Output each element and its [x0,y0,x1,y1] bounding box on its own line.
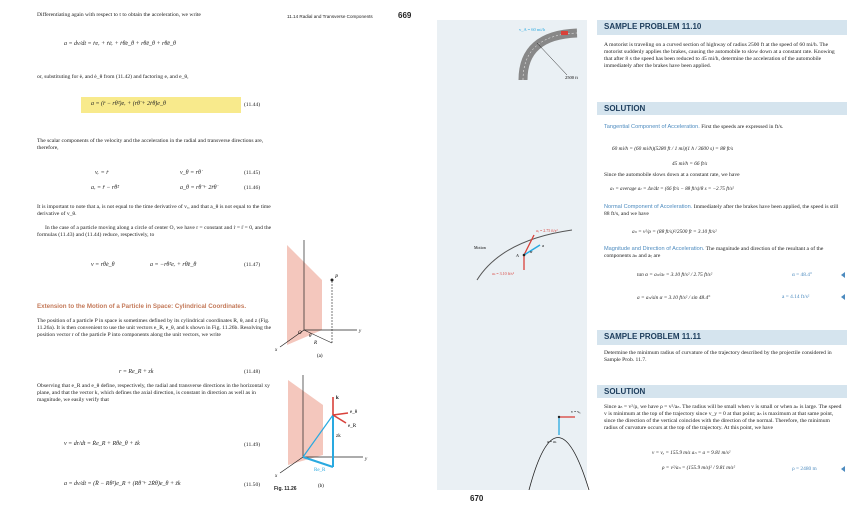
label-A: A [516,253,519,258]
sample-problem-text-1: A motorist is traveling on a curved section of highway of radius 2500 ft at the speed of 60 mi/h. The motorist suddenly applies the brakes, causing the automobile to slow down at a constant rate. Knowing that after 8 s the speed has been reduced to 45 mi/h, determine the acceleration of the automobile immediately after the brakes have been applied. [604,42,835,69]
top-point [558,416,560,418]
magnitude-text: The magnitude and direction of the resultant a of the components aₙ and aₜ are [604,246,824,259]
eq-1148: r = Re_R + zk [119,369,154,375]
fig-b-eth-vector [333,413,348,415]
eq-at: aₜ = average aₜ = Δv/Δt = (66 ft/s − 88 ft/s)/8 s = −2.75 ft/s² [610,186,734,192]
radius-label: 2500 ft [565,75,578,80]
label-motion: Motion [474,245,486,250]
intro-text: Differentiating again with respect to t to obtain the acceleration, we write [37,12,201,18]
cylindrical-text: The position of a particle P in space is sometimes defined by its cylindrical coordinates R, θ, and z (Fig. 11.26a). It is then convenient to use the unit vectors e_R, e_θ, and k shown in Fig. 11.26b. Resolving the position vector r of the particle P into components along the unit vectors, we write [37,318,272,338]
label-alpha: α [530,249,533,254]
answer-marker-3 [841,466,845,472]
eq-tan-alpha: tan α = aₙ/aₜ = 3.10 ft/s² / 2.75 ft/s² [637,272,713,278]
answer-rho: ρ = 2480 m [792,466,817,472]
solution-text-2: Since aₙ = v²/ρ, we have ρ = v²/aₙ. The radius will be small when v is small or when aₙ is large. The speed v is minimum at the top of the trajectory since v_y = 0 at that point; aₙ is maximum at that same point, since the direction of the vertical coincides with the direction of the normal. Therefore, the minimum radius of curvature occurs at the top of the trajectory. At this point, we have [604,404,842,431]
eq-1149: v = dr/dt = Ṙe_R + Rθ̇e_θ + żk [64,441,140,447]
fig-b-label-x: x [275,474,278,479]
eq-a: a = aₙ/sin α = 3.10 ft/s² / sin 48.4° [637,295,711,301]
page-number-right: 670 [470,494,484,503]
sample-problem-title-1: SAMPLE PROBLEM 11.10 [604,22,702,31]
answer-marker-1 [841,272,845,278]
substitute-text: or, substituting for ėᵣ and ė_θ from (11.42) and factoring eᵣ and e_θ, [37,74,189,80]
label-an: aₙ = 3.10 ft/s² [492,271,514,276]
fig-b-ReR-vector [303,457,333,467]
eqno-1149: (11.49) [244,442,261,448]
fig-b-label-k: k [336,396,339,401]
acceleration-figure [472,225,587,290]
trajectory-figure [527,395,592,490]
right-page [432,0,863,508]
figure-11-26a [262,235,372,360]
eqno-1145: (11.45) [244,170,261,176]
point-A [523,254,526,257]
fig-b-eR-vector [333,415,346,423]
sample-problem-text-2: Determine the minimum radius of curvature of the trajectory described by the projectile considered in Sample Prob. 11.7. [604,350,832,363]
tangential-heading: Tangential Component of Acceleration. [604,124,700,130]
label-a-an: a = aₙ [547,439,557,444]
answer-alpha: α = 48.4° [792,272,813,278]
fig-b-plane [288,380,323,465]
label-at: aₜ = 2.75 ft/s² [536,228,558,233]
fig-a-label-R: R [314,341,318,346]
speed-label: v_A = 60 mi/h [519,27,546,32]
eq-1150: a = dv/dt = (R̈ − Rθ̇²)e_R + (Rθ̈ + 2Ṙθ̇)e_θ + z̈k [64,481,181,487]
circle-case-text: In the case of a particle moving along a circle of center O, we have r = constant and ṙ = r̈ = 0, and the formulas (11.43) and (11.44) reduce, respectively, to [37,225,272,238]
eq-1147-b: a = −rθ̇²eᵣ + rθ̈e_θ [150,262,197,268]
answer-a: a = 4.14 ft/s² [782,294,810,300]
radius-line [537,43,567,75]
fig-b-label-ReR: Re_R [314,468,326,473]
eq-rho: ρ = v²/aₙ = (155.9 m/s)² / 9.81 m/s² [662,465,735,471]
fig-a-label-P: P [335,275,339,280]
answer-marker-2 [841,294,845,300]
eq-v-top: v = vₓ = 155.9 m/s aₙ = a = 9.81 m/s² [652,450,731,456]
fig-a-label-x: x [275,348,278,353]
running-head: 11.14 Radial and Transverse Components [287,14,373,19]
eq-speed-60: 60 mi/h = (60 mi/h)(5280 ft / 1 mi)(1 h / 3600 s) = 88 ft/s [612,146,734,152]
page-number-left: 669 [398,11,412,20]
label-v: v = vₓ [571,409,581,414]
observe-text: Observing that e_R and e_θ define, respectively, the radial and transverse directions in the horizontal xy plane, and that the vector k, which defines the axial direction, is constant in direction as well as in magnitude, we easily verify that [37,383,270,403]
eq-speed-45: 45 mi/h = 66 ft/s [672,161,708,167]
eqno-1146: (11.46) [244,185,261,191]
fig-a-label-O: O [298,331,302,336]
eq-1146-b: a_θ = rθ̈ + 2ṙθ̇ [180,185,217,191]
fig-b-label-zk: zk [336,434,341,439]
eq-1147-a: v = rθ̇e_θ [91,262,115,268]
fig-a-point-P [331,279,334,282]
fig-b-label-eth: e_θ [350,410,358,415]
solution-title-2: SOLUTION [604,387,646,396]
sample-problem-title-2: SAMPLE PROBLEM 11.11 [604,332,701,341]
magnitude-heading: Magnitude and Direction of Acceleration. [604,246,705,252]
eq-1145-a: vᵣ = ṙ [95,170,109,176]
eqno-1147: (11.47) [244,262,261,268]
scalar-components-text: The scalar components of the velocity and the acceleration in the radial and transverse directions are, therefore, [37,138,264,151]
eq-acceleration-expanded: a = dv/dt = ṙeᵣ + ṙėᵣ + ṙθ̇e_θ + rθ̈e_θ + rθ̇ė_θ [64,41,176,47]
eq-1145-b: v_θ = rθ̇ [180,170,201,176]
label-a: a [542,243,544,248]
fig-b-label-eR: e_R [348,424,357,429]
solution-title-1: SOLUTION [604,104,646,113]
road-figure [517,25,587,85]
fig-b-caption: (b) [318,484,324,489]
eqno-1148: (11.48) [244,369,261,375]
eqno-1150: (11.50) [244,482,261,488]
important-note-text: It is important to note that aᵣ is not equal to the time derivative of vᵣ, and that a_θ is not equal to the time derivative of v_θ. [37,204,271,217]
eq-1146-a: aᵣ = r̈ − rθ̇² [91,185,119,191]
tangential-text: First the speeds are expressed in ft/s. [701,124,784,130]
eqno-1144: (11.44) [244,102,261,108]
fig-a-label-theta: θ [309,334,312,339]
eq-an: aₙ = v²/ρ = (88 ft/s)²/2500 ft = 3.10 ft/s² [632,229,717,235]
car-icon [561,31,568,35]
fig-b-label-y: y [365,457,368,462]
normal-heading: Normal Component of Acceleration. [604,204,693,210]
constant-rate-text: Since the automobile slows down at a constant rate, we have [604,172,740,178]
section-heading-cylindrical: Extension to the Motion of a Particle in Space: Cylindrical Coordinates. [37,303,247,310]
normal-text: Immediately after the brakes have been applied, the speed is still 88 ft/s, and we have [604,204,839,217]
road-curve [523,33,577,80]
figure-caption: Fig. 11.26 [274,486,297,492]
figure-11-26b [268,375,378,490]
eq-1144: a = (r̈ − rθ̇²)eᵣ + (rθ̈ + 2ṙθ̇)e_θ [91,101,166,107]
trajectory-curve [529,438,589,491]
fig-a-label-y: y [359,329,362,334]
fig-a-caption: (a) [317,354,323,359]
